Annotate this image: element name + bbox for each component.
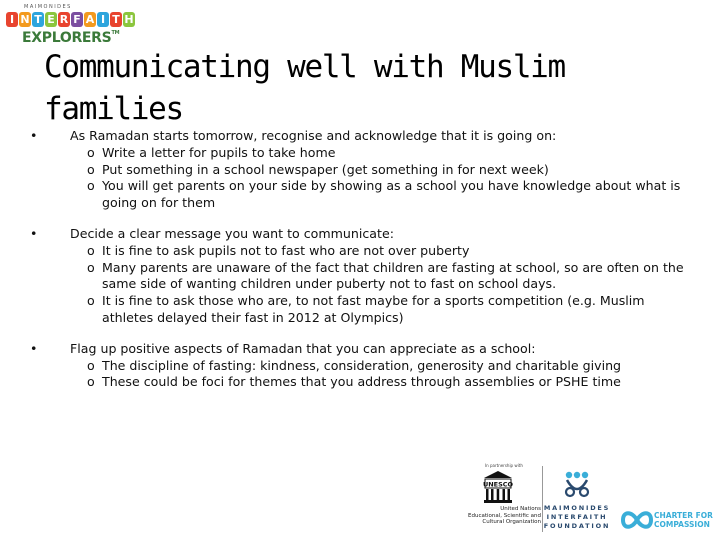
logo-letter-tile: I [6,12,18,27]
bullet-marker: • [30,340,38,356]
sub-bullet-text: Write a letter for pupils to take home [102,144,336,160]
maimonides-line: INTERFAITH [546,513,608,521]
infinity-icon [620,508,654,532]
unesco-text [447,506,541,526]
charter-text [654,511,713,529]
bullet-marker: • [30,225,38,241]
sub-bullet-item [70,243,687,260]
sub-bullet-text: The discipline of fasting: kindness, consideration, generosity and charitable giving [102,357,622,373]
sub-bullet-item [70,374,687,391]
sub-bullet-marker: o [87,374,95,390]
sub-bullet-marker: o [87,161,95,177]
sub-bullet-text: It is fine to ask those who are, to not fast maybe for a sports competition (e.g. Muslim athletes delayed their fast in 2012 at Olympics) [102,293,645,325]
logo-letter-tile: R [59,13,69,26]
logo-explorers-text: EXPLORERS [22,30,112,46]
maimonides-line: FOUNDATION [543,522,611,530]
sub-bullet-text: It is fine to ask pupils not to fast who are not over puberty [102,242,470,258]
unesco-line: Cultural Organization [482,519,541,525]
charter-line: CHARTER FOR [654,511,713,520]
partner-text: In partnership with [485,463,523,468]
sub-bullet-marker: o [87,293,95,309]
logo-letter-tile: T [32,12,44,27]
bullet-item [0,341,680,391]
unesco-word: UNESCO [483,480,513,489]
logo-letter-tile: I [97,12,109,27]
sub-bullet-marker: o [87,242,95,258]
bullet-item [0,225,684,327]
logo-small-text: MAIMONIDES [24,4,72,10]
logo-letter-tile: A [85,13,95,26]
sub-bullet-text: You will get parents on your side by showing as a school you have knowledge about what is going on for them [102,178,681,211]
logo-letter-tile: E [45,12,57,27]
sub-bullet-marker: o [87,178,95,194]
charter-for-compassion-logo [620,508,720,536]
sub-bullet-text: These could be foci for themes that you address through assemblies or PSHE time [102,374,621,390]
charter-line: COMPASSION [654,520,710,529]
sub-bullet-item [70,145,687,162]
logo-letter-tile: H [124,13,134,26]
logo-letter-tile: F [71,12,83,27]
bullet-item [0,128,680,212]
sub-bullet-item [70,162,687,179]
maimonides-text [540,504,614,531]
bullet-marker: • [30,128,38,143]
sub-bullet-item [70,178,687,212]
sub-bullet-marker: o [87,259,95,275]
interfaith-explorers-logo [6,4,134,46]
logo-letter-tile: N [20,13,30,26]
sub-bullet-item [70,293,687,327]
maimonides-emblem-icon [540,468,614,504]
sub-bullet-marker: o [87,144,95,160]
logo-explorers [22,30,119,46]
bullet-text: Flag up positive aspects of Ramadan that you can appreciate as a school: [70,340,536,356]
sub-bullet-item [70,358,687,375]
unesco-line: United Nations [500,506,541,512]
bullet-list [0,128,720,391]
bullet-text: As Ramadan starts tomorrow, recognise and acknowledge that it is going on: [70,128,557,143]
unesco-logo [447,462,547,538]
sub-bullet-text: Put something in a school newspaper (get something in for next week) [102,161,549,177]
page-title: Communicating well with Muslim families [44,49,565,127]
unesco-temple-icon [483,470,513,504]
maimonides-line: MAIMONIDES [543,504,611,512]
sub-bullet-text: Many parents are unaware of the fact that children are fasting at school, so are often on the same side of wanting children under puberty not to fast on school days. [102,259,684,292]
bullet-text: Decide a clear message you want to communicate: [70,225,394,241]
sub-bullet-marker: o [87,357,95,373]
logo-tm: TM [111,30,120,36]
maimonides-logo [540,468,614,538]
sub-bullet-item [70,260,687,294]
unesco-line: Educational, Scientific and [468,512,541,519]
logo-letter-tile: T [110,12,122,27]
logo-tiles [6,12,135,27]
